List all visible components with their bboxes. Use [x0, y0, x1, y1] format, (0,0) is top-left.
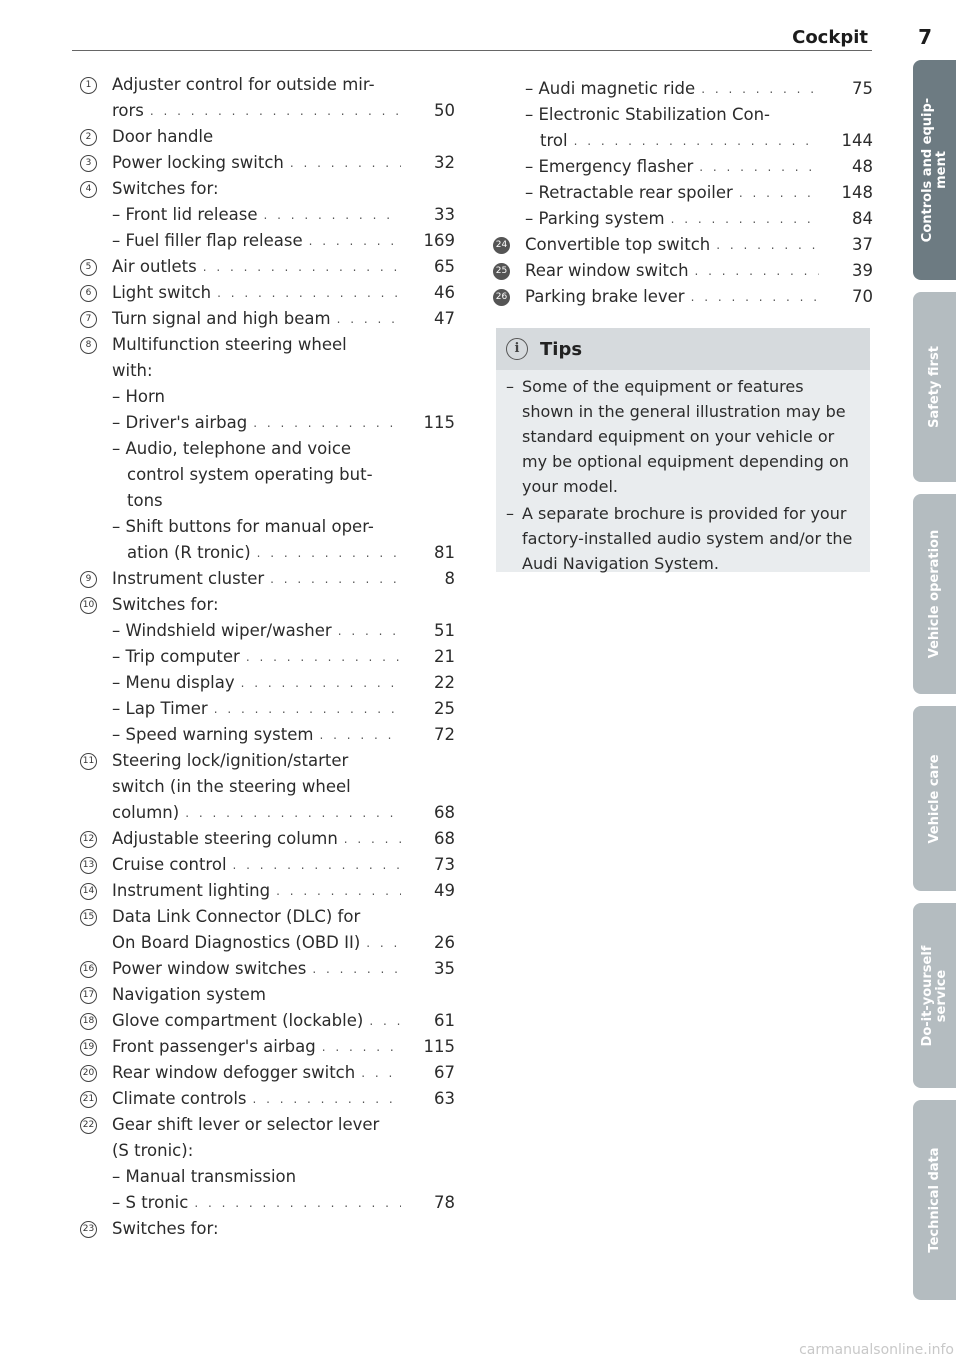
item-text: Adjustable steering column: [112, 829, 338, 848]
item-text: Switches for:: [112, 179, 219, 198]
list-item: [80, 254, 455, 280]
item-number-badge: 4: [80, 181, 97, 198]
item-number-badge: 10: [80, 597, 97, 614]
leader-dots: [257, 540, 401, 566]
page-reference[interactable]: 63: [434, 1089, 455, 1108]
list-item: [80, 1216, 455, 1242]
item-text: Cruise control: [112, 855, 227, 874]
leader-dots: [253, 1086, 401, 1112]
item-number-badge: 22: [80, 1117, 97, 1134]
page-reference[interactable]: 48: [852, 157, 873, 176]
list-item: [80, 150, 455, 176]
page-reference[interactable]: 78: [434, 1193, 455, 1212]
item-text: column): [112, 803, 180, 822]
item-line: [112, 852, 455, 878]
item-number-badge: 19: [80, 1039, 97, 1056]
list-item: [80, 852, 455, 878]
leader-dots: [319, 722, 401, 748]
page-reference[interactable]: 8: [444, 569, 455, 588]
sidebar-tab-safety[interactable]: [913, 292, 956, 482]
item-line: [112, 1034, 455, 1060]
item-text: with:: [112, 361, 153, 380]
item-number-badge: 24: [493, 237, 510, 254]
item-number-badge: 26: [493, 289, 510, 306]
item-number-badge: 7: [80, 311, 97, 328]
item-line: [112, 124, 455, 150]
leader-dots: [253, 410, 401, 436]
item-text: Door handle: [112, 127, 214, 146]
item-number-badge: 11: [80, 753, 97, 770]
page-reference[interactable]: 25: [434, 699, 455, 718]
item-text: Glove compartment (lockable): [112, 1011, 364, 1030]
item-line: [112, 72, 455, 98]
list-item: [80, 592, 455, 748]
sidebar-tab-label: Do-it-yourself service: [919, 945, 949, 1046]
item-line: [112, 150, 455, 176]
item-line: [525, 232, 873, 258]
leader-dots: [716, 232, 819, 258]
leader-dots: [309, 228, 401, 254]
item-text: – Audio, telephone and voice: [112, 439, 352, 458]
item-line: [525, 258, 873, 284]
page-reference[interactable]: 67: [434, 1063, 455, 1082]
item-number-badge: 1: [80, 77, 97, 94]
item-line: [112, 1060, 455, 1086]
item-line: [112, 98, 455, 124]
list-item: [80, 982, 455, 1008]
item-text: Air outlets: [112, 257, 197, 276]
page-reference[interactable]: 68: [434, 803, 455, 822]
tip-item: – Some of the equipment or features shown in the general illustration may be standard equipment on your vehicle or my be optional equipment depending on your model.: [506, 374, 856, 499]
leader-dots: [203, 254, 401, 280]
item-number-badge: 8: [80, 337, 97, 354]
leader-dots: [185, 800, 401, 826]
item-line: [525, 102, 873, 128]
item-line: [112, 930, 455, 956]
header-rule: [72, 50, 872, 51]
list-item: [493, 76, 873, 232]
item-number-badge: 6: [80, 285, 97, 302]
left-column-list: [80, 72, 455, 1242]
item-text: Instrument lighting: [112, 881, 271, 900]
item-number-badge: 2: [80, 129, 97, 146]
item-number-badge: 12: [80, 831, 97, 848]
item-text: tons: [127, 491, 163, 510]
list-item: [80, 878, 455, 904]
item-line: [112, 696, 455, 722]
item-line: [525, 284, 873, 310]
item-line: [525, 180, 873, 206]
item-text: Rear window defogger switch: [112, 1063, 356, 1082]
leader-dots: [264, 202, 401, 228]
list-item: [80, 1112, 455, 1216]
item-text: – Trip computer: [112, 647, 240, 666]
item-number-badge: 18: [80, 1013, 97, 1030]
sidebar-tab-diy-service[interactable]: [913, 903, 956, 1088]
leader-dots: [246, 644, 401, 670]
item-number-badge: 23: [80, 1221, 97, 1238]
item-number-badge: 9: [80, 571, 97, 588]
item-line: [112, 592, 455, 618]
item-line: [112, 618, 455, 644]
item-line: [525, 154, 873, 180]
page-reference[interactable]: 148: [841, 183, 873, 202]
page-reference[interactable]: 33: [434, 205, 455, 224]
list-item: [80, 72, 455, 124]
list-item: [80, 124, 455, 150]
tips-list: [496, 370, 870, 576]
item-number-badge: 13: [80, 857, 97, 874]
item-text: – Speed warning system: [112, 725, 314, 744]
sidebar-tab-label: Vehicle care: [926, 753, 942, 844]
leader-dots: [344, 826, 401, 852]
list-item: [80, 1008, 455, 1034]
page-reference[interactable]: 39: [852, 261, 873, 280]
list-item: [80, 332, 455, 566]
item-text: – Parking system: [525, 209, 665, 228]
item-text: switch (in the steering wheel: [112, 777, 351, 796]
item-text: Multifunction steering wheel: [112, 335, 347, 354]
item-text: trol: [540, 131, 568, 150]
item-line: [112, 332, 455, 358]
sidebar-tab-vehicle-care[interactable]: [913, 706, 956, 891]
leader-dots: [366, 930, 401, 956]
list-item: [80, 748, 455, 826]
list-item: [493, 232, 873, 258]
item-line: [112, 904, 455, 930]
item-text: – Lap Timer: [112, 699, 208, 718]
leader-dots: [270, 566, 401, 592]
item-line: [112, 982, 455, 1008]
item-line: [112, 644, 455, 670]
leader-dots: [369, 1008, 401, 1034]
leader-dots: [322, 1034, 401, 1060]
item-text: – Windshield wiper/washer: [112, 621, 332, 640]
page-reference[interactable]: 68: [434, 829, 455, 848]
page-reference[interactable]: 75: [852, 79, 873, 98]
item-text: rors: [112, 101, 144, 120]
item-line: [112, 1164, 455, 1190]
item-line: [127, 462, 455, 488]
page-reference[interactable]: 49: [434, 881, 455, 900]
item-line: [525, 76, 873, 102]
leader-dots: [691, 284, 819, 310]
item-text: – Emergency flasher: [525, 157, 694, 176]
item-number-badge: 20: [80, 1065, 97, 1082]
item-text: – Manual transmission: [112, 1167, 297, 1186]
item-text: – Menu display: [112, 673, 235, 692]
item-text: Light switch: [112, 283, 212, 302]
leader-dots: [695, 258, 819, 284]
tips-title: Tips: [540, 338, 583, 360]
sidebar-tab-label: Vehicle operation: [926, 529, 942, 659]
item-text: Convertible top switch: [525, 235, 711, 254]
item-text: – Front lid release: [112, 205, 258, 224]
leader-dots: [701, 76, 819, 102]
page-reference[interactable]: 26: [434, 933, 455, 952]
item-text: control system operating but-: [127, 465, 373, 484]
page-reference[interactable]: 70: [852, 287, 873, 306]
list-item: [80, 306, 455, 332]
item-text: Power window switches: [112, 959, 307, 978]
item-number-badge: 16: [80, 961, 97, 978]
leader-dots: [217, 280, 401, 306]
item-text: – Fuel filler flap release: [112, 231, 303, 250]
leader-dots: [214, 696, 401, 722]
list-item: [80, 1060, 455, 1086]
page-reference[interactable]: 81: [434, 543, 455, 562]
item-text: Adjuster control for outside mir-: [112, 75, 375, 94]
section-title: Cockpit: [792, 27, 868, 48]
sidebar-tab-technical-data[interactable]: [913, 1100, 956, 1300]
item-line: [112, 956, 455, 982]
list-item: [80, 956, 455, 982]
page-reference[interactable]: 169: [423, 231, 455, 250]
leader-dots: [233, 852, 401, 878]
leader-dots: [699, 154, 819, 180]
item-number-badge: 21: [80, 1091, 97, 1108]
page-reference[interactable]: 115: [423, 1037, 455, 1056]
leader-dots: [276, 878, 401, 904]
item-line: [112, 358, 455, 384]
item-line: [540, 128, 873, 154]
item-text: – Retractable rear spoiler: [525, 183, 733, 202]
tip-text: Some of the equipment or features shown in the general illustration may be standard equipment on your vehicle or my be optional equipment depending on your model.: [522, 377, 849, 496]
item-text: Navigation system: [112, 985, 266, 1004]
item-number-badge: 3: [80, 155, 97, 172]
tips-box: [496, 328, 870, 572]
page-reference[interactable]: 21: [434, 647, 455, 666]
item-line: [112, 280, 455, 306]
item-number-badge: 17: [80, 987, 97, 1004]
item-line: [112, 1216, 455, 1242]
list-item: [80, 176, 455, 254]
page-reference[interactable]: 47: [434, 309, 455, 328]
item-text: Rear window switch: [525, 261, 689, 280]
item-text: Switches for:: [112, 1219, 219, 1238]
item-line: [112, 878, 455, 904]
page-reference[interactable]: 115: [423, 413, 455, 432]
item-line: [112, 384, 455, 410]
item-line: [112, 1008, 455, 1034]
item-text: Data Link Connector (DLC) for: [112, 907, 361, 926]
item-line: [112, 1138, 455, 1164]
item-text: Turn signal and high beam: [112, 309, 331, 328]
item-text: – Driver's airbag: [112, 413, 248, 432]
item-text: Power locking switch: [112, 153, 284, 172]
sidebar-tab-label: Controls and equip- ment: [919, 97, 949, 243]
item-text: Switches for:: [112, 595, 219, 614]
item-line: [127, 488, 455, 514]
item-text: – Shift buttons for manual oper-: [112, 517, 374, 536]
item-text: – Horn: [112, 387, 165, 406]
page-reference[interactable]: 72: [434, 725, 455, 744]
tip-item: – A separate brochure is provided for your factory-installed audio system and/or the Audi Navigation System.: [506, 501, 856, 576]
leader-dots: [290, 150, 401, 176]
sidebar-tab-label: Safety first: [926, 346, 942, 428]
item-number-badge: 14: [80, 883, 97, 900]
item-line: [112, 306, 455, 332]
page-reference[interactable]: 32: [434, 153, 455, 172]
item-text: (S tronic):: [112, 1141, 194, 1160]
sidebar-tab-controls[interactable]: [913, 60, 956, 280]
page-reference[interactable]: 50: [434, 101, 455, 120]
leader-dots: [739, 180, 819, 206]
page-reference[interactable]: 22: [434, 673, 455, 692]
item-line: [112, 410, 455, 436]
item-text: ation (R tronic): [127, 543, 251, 562]
item-text: – Electronic Stabilization Con-: [525, 105, 771, 124]
page-reference[interactable]: 84: [852, 209, 873, 228]
item-line: [127, 540, 455, 566]
item-number-badge: 25: [493, 263, 510, 280]
item-line: [112, 722, 455, 748]
page-reference[interactable]: 144: [841, 131, 873, 150]
item-text: – Audi magnetic ride: [525, 79, 696, 98]
list-item: [493, 258, 873, 284]
item-line: [112, 800, 455, 826]
right-column-list: [493, 76, 873, 310]
item-line: [112, 566, 455, 592]
list-item: [80, 1086, 455, 1112]
leader-dots: [312, 956, 401, 982]
item-line: [112, 1086, 455, 1112]
leader-dots: [338, 618, 401, 644]
sidebar-tab-vehicle-operation[interactable]: [913, 494, 956, 694]
item-line: [112, 826, 455, 852]
item-line: [112, 774, 455, 800]
list-item: [80, 1034, 455, 1060]
leader-dots: [671, 206, 819, 232]
list-item: [80, 904, 455, 956]
leader-dots: [241, 670, 401, 696]
list-item: [80, 826, 455, 852]
list-item: [80, 280, 455, 306]
item-line: [112, 514, 455, 540]
info-icon: i: [506, 338, 528, 360]
leader-dots: [337, 306, 401, 332]
item-line: [112, 1112, 455, 1138]
leader-dots: [574, 128, 819, 154]
page-reference[interactable]: 37: [852, 235, 873, 254]
item-line: [112, 1190, 455, 1216]
leader-dots: [150, 98, 401, 124]
item-line: [112, 254, 455, 280]
item-text: Instrument cluster: [112, 569, 265, 588]
item-number-badge: 5: [80, 259, 97, 276]
page-reference[interactable]: 65: [434, 257, 455, 276]
item-text: Steering lock/ignition/starter: [112, 751, 349, 770]
item-line: [112, 436, 455, 462]
item-line: [525, 206, 873, 232]
list-item: [493, 284, 873, 310]
leader-dots: [194, 1190, 401, 1216]
item-line: [112, 748, 455, 774]
item-number-badge: 15: [80, 909, 97, 926]
page-reference[interactable]: 61: [434, 1011, 455, 1030]
item-line: [112, 670, 455, 696]
leader-dots: [361, 1060, 401, 1086]
tips-header: [496, 328, 870, 370]
item-text: Front passenger's airbag: [112, 1037, 316, 1056]
item-text: Parking brake lever: [525, 287, 685, 306]
item-text: Climate controls: [112, 1089, 247, 1108]
page-reference[interactable]: 73: [434, 855, 455, 874]
page-number: 7: [918, 25, 932, 49]
tip-text: A separate brochure is provided for your factory-installed audio system and/or the Audi Navigation System.: [522, 504, 853, 573]
item-line: [112, 202, 455, 228]
item-text: Gear shift lever or selector lever: [112, 1115, 380, 1134]
item-line: [112, 176, 455, 202]
item-line: [112, 228, 455, 254]
page-reference[interactable]: 51: [434, 621, 455, 640]
item-text: – S tronic: [112, 1193, 189, 1212]
sidebar-tab-label: Technical data: [926, 1147, 942, 1253]
page-reference[interactable]: 46: [434, 283, 455, 302]
item-text: On Board Diagnostics (OBD II): [112, 933, 361, 952]
watermark: carmanualsonline.info: [799, 1342, 954, 1358]
list-item: [80, 566, 455, 592]
page-reference[interactable]: 35: [434, 959, 455, 978]
